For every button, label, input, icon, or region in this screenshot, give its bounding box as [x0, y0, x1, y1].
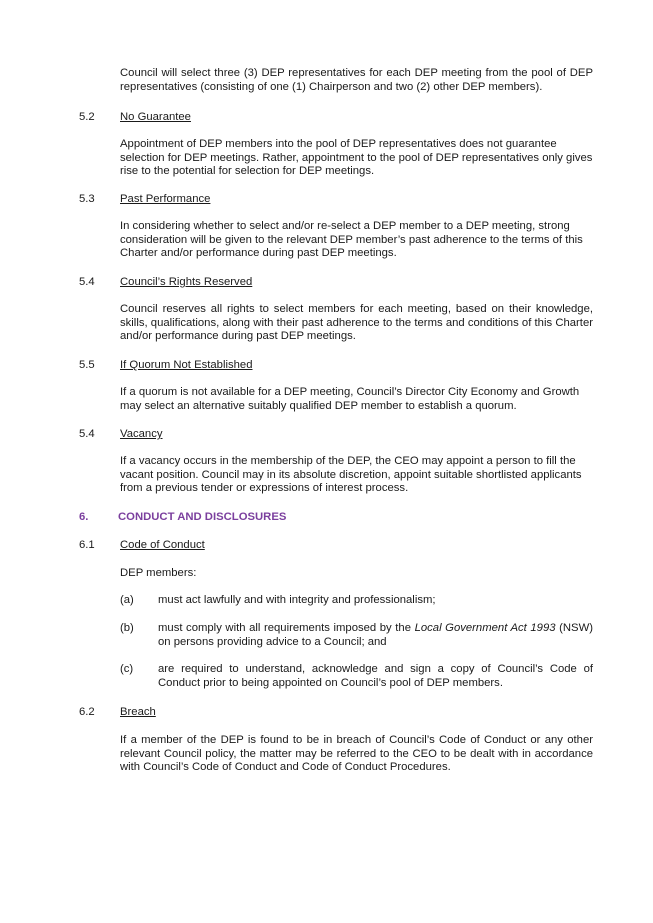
- list-marker: (b): [120, 622, 134, 634]
- chapter-title: CONDUCT AND DISCLOSURES: [118, 511, 287, 523]
- list-item-text: must act lawfully and with integrity and professionalism;: [158, 594, 436, 606]
- section-body: If a member of the DEP is found to be in breach of Council’s Code of Conduct or any other relevant Council policy, the matter may be referred to the CEO to be dealt with in accordance with Council’s Code of Conduct and Code of Conduct Procedures.: [120, 734, 593, 774]
- list-marker: (a): [120, 594, 134, 606]
- act-title: Local Government Act 1993: [414, 622, 556, 634]
- list-marker: (c): [120, 663, 134, 675]
- section-number: 5.4: [79, 276, 95, 288]
- section-heading: Vacancy: [120, 428, 163, 440]
- intro-paragraph: Council will select three (3) DEP representatives for each DEP meeting from the pool of DEP representatives (consisting of one (1) Chairperson and two (2) other DEP members).: [120, 67, 593, 93]
- section-number: 6.2: [79, 706, 95, 718]
- list-item-text: are required to understand, acknowledge and sign a copy of Council’s Code of Conduct prior to being appointed on Council’s pool of DEP members.: [158, 663, 593, 689]
- section-number: 6.1: [79, 539, 95, 551]
- section-heading: No Guarantee: [120, 111, 191, 123]
- section-heading: Code of Conduct: [120, 539, 205, 551]
- section-number: 5.5: [79, 359, 95, 371]
- section-heading: Past Performance: [120, 193, 211, 205]
- section-body: Appointment of DEP members into the pool of DEP representatives does not guarantee selection for DEP meetings. Rather, appointment to the pool of DEP representatives only gives rise to the potential for selection for DEP meetings.: [120, 138, 593, 178]
- section-body: Council reserves all rights to select members for each meeting, based on their knowledge, skills, qualifications, along with their past adherence to the terms and conditions of this Charter and/or performance during past DEP meetings.: [120, 303, 593, 343]
- section-number: 5.2: [79, 111, 95, 123]
- section-body: If a vacancy occurs in the membership of the DEP, the CEO may appoint a person to fill the vacant position. Council may in its absolute discretion, appoint suitable shortlisted applicants from a previous tender or expressions of interest process.: [120, 455, 582, 495]
- section-body: If a quorum is not available for a DEP meeting, Council’s Director City Economy and Growth may select an alternative suitably qualified DEP member to establish a quorum.: [120, 386, 580, 412]
- list-item-text: [158, 622, 593, 649]
- list-intro: DEP members:: [120, 567, 197, 579]
- item-text-part: (NSW) on persons providing advice to a Council; and: [158, 622, 593, 648]
- section-heading: Council’s Rights Reserved: [120, 276, 253, 288]
- item-text-part: must comply with all requirements imposed by the: [158, 622, 415, 634]
- section-heading: If Quorum Not Established: [120, 359, 253, 371]
- section-number: 5.4: [79, 428, 95, 440]
- section-body: In considering whether to select and/or re-select a DEP member to a DEP meeting, strong consideration will be given to the relevant DEP member’s past adherence to the terms of this Charter and/or performance during past DEP meetings.: [120, 220, 583, 260]
- section-number: 5.3: [79, 193, 95, 205]
- chapter-number: 6.: [79, 511, 89, 523]
- section-heading: Breach: [120, 706, 156, 718]
